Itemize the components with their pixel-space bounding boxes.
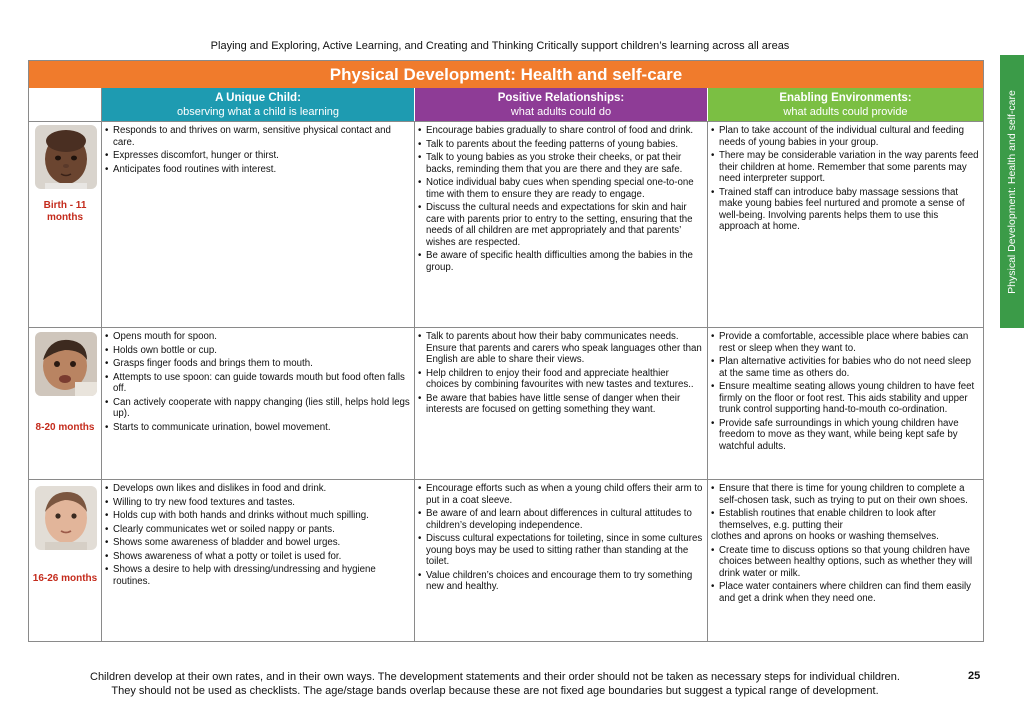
list-item: • Attempts to use spoon: can guide towards mouth but food often falls off. [105,372,410,395]
table-row-birth-11 [29,121,983,327]
age-label: 16-26 months [32,573,98,584]
footnote-line: Children develop at their own rates, and in their own ways. The development statements and their order should not be taken as necessary steps for individual children. [90,671,900,683]
list-item: • Provide safe surroundings in which young children have freedom to move as they want, while being kept safe by watchful adults. [711,418,979,453]
table-row-8-20 [29,327,983,479]
header-enabling-environments [708,88,983,121]
page-number: 25 [968,670,981,682]
list-item: • Encourage babies gradually to share control of food and drink. [418,125,703,137]
list-item: • Plan to take account of the individual cultural and feeding needs of young babies in your group. [711,125,979,148]
header-rel-title: Positive Relationships: [497,92,625,104]
list-item: • Talk to parents about the feeding patterns of young babies. [418,139,703,151]
curriculum-table [28,60,984,642]
relationships-cell [415,328,708,479]
list-item: • Place water containers where children can find them easily and get a drink when they need one. [711,581,979,604]
list-item: • Shows a desire to help with dressing/undressing and hygiene routines. [105,564,410,587]
list-item: • Be aware that babies have little sense of danger when their interests are focused on getting something they want. [418,393,703,416]
footnote [30,670,960,698]
list-item: • There may be considerable variation in the way parents feed their children at home. Remember that some parents may need interpreter support. [711,150,979,185]
list-item: • Responds to and thrives on warm, sensitive physical contact and care. [105,125,410,148]
list-item: • Trained staff can introduce baby massage sessions that make young babies feel nurtured and promote a sense of well-being. Involving parents helps them to use this approach at home. [711,187,979,233]
header-env-subtitle: what adults could provide [783,106,908,118]
list-item: • Holds cup with both hands and drinks without much spilling. [105,510,410,522]
list-item: • Opens mouth for spoon. [105,331,410,343]
list-item-continuation: clothes and aprons on hooks or washing themselves. [711,531,939,542]
list-item: • Expresses discomfort, hunger or thirst. [105,150,410,162]
side-tab [1000,55,1024,328]
side-tab-label: Physical Development: Health and self-care [1006,89,1018,294]
list-item: • Be aware of specific health difficulties among the babies in the group. [418,250,703,273]
list-item: • Can actively cooperate with nappy changing (lies still, helps hold legs up). [105,397,410,420]
environments-cell [708,328,983,479]
list-item: • Encourage efforts such as when a young child offers their arm to put in a coat sleeve. [418,483,703,506]
list-item: • Anticipates food routines with interest. [105,164,410,176]
relationships-cell [415,480,708,641]
list-item: • Clearly communicates wet or soiled nappy or pants. [105,524,410,536]
age-label: Birth - 11 months [43,200,87,223]
list-item: • Starts to communicate urination, bowel movement. [105,422,410,434]
list-item: • Be aware of and learn about differences in cultural attitudes to children’s developing independence. [418,508,703,531]
relationships-cell [415,122,708,327]
list-item: • Willing to try new food textures and tastes. [105,497,410,509]
toddler-photo-icon [35,332,97,396]
list-item: • Discuss the cultural needs and expectations for skin and hair care with parents prior to entry to the setting, ensuring that the needs of all children are met appropriately and that parents’ wishes are respected. [418,202,703,248]
header-positive-relationships [415,88,707,121]
list-item: • Provide a comfortable, accessible place where babies can rest or sleep when they want to. [711,331,979,354]
list-item: • Talk to parents about how their baby communicates needs. Ensure that parents and carers who speak languages other than English are able to share their views. [418,331,703,366]
list-item: • Develops own likes and dislikes in food and drink. [105,483,410,495]
environments-cell [708,122,983,327]
list-item: • Shows awareness of what a potty or toilet is used for. [105,551,410,563]
age-cell [29,328,102,479]
baby-photo-icon [35,125,97,189]
list-item: • Discuss cultural expectations for toileting, since in some cultures young boys may be used to sitting rather than standing at the toilet. [418,533,703,568]
list-item: • Establish routines that enable children to look after themselves, e.g. putting their [711,508,979,531]
list-item: • Ensure mealtime seating allows young children to have feet firmly on the floor or foot rest. This aids stability and upper trunk control supporting hand-to-mouth co-ordination. [711,381,979,416]
list-item: • Talk to young babies as you stroke their cheeks, or pat their backs, reminding them that you are there and they are safe. [418,152,703,175]
top-caption: Playing and Exploring, Active Learning, and Creating and Thinking Critically support children’s learning across all areas [210,40,790,52]
list-item: • Holds own bottle or cup. [105,345,410,357]
environments-cell [708,480,983,641]
header-blank-cell [29,88,102,121]
age-cell [29,122,102,327]
page-title: Physical Development: Health and self-care [29,61,983,88]
list-item: • Ensure that there is time for young children to complete a self-chosen task, such as trying to put on their own shoes. [711,483,979,506]
table-row-16-26 [29,479,983,641]
child-cell [102,480,415,641]
header-child-title: A Unique Child: [215,92,301,104]
header-rel-subtitle: what adults could do [510,106,612,118]
child-cell [102,122,415,327]
list-item: • Notice individual baby cues when spending special one-to-one time with them to ensure they are ready to engage. [418,177,703,200]
list-item: • Value children’s choices and encourage them to try something new and healthy. [418,570,703,593]
child-photo-icon [35,486,97,550]
list-item: • Help children to enjoy their food and appreciate healthier choices by combining favourites with new tastes and textures.. [418,368,703,391]
list-item: • Grasps finger foods and brings them to mouth. [105,358,410,370]
header-unique-child [102,88,414,121]
header-env-title: Enabling Environments: [779,92,912,104]
header-child-subtitle: observing what a child is learning [176,106,340,118]
child-cell [102,328,415,479]
footnote-line: They should not be used as checklists. The age/stage bands overlap because these are not fixed age boundaries but suggest a typical range of development. [111,685,879,697]
age-cell [29,480,102,641]
age-label: 8-20 months [35,422,95,433]
list-item: • Shows some awareness of bladder and bowel urges. [105,537,410,549]
list-item: • Create time to discuss options so that young children have choices between healthy options, such as whether they will drink water or milk. [711,545,979,580]
list-item: • Plan alternative activities for babies who do not need sleep at the same time as others do. [711,356,979,379]
